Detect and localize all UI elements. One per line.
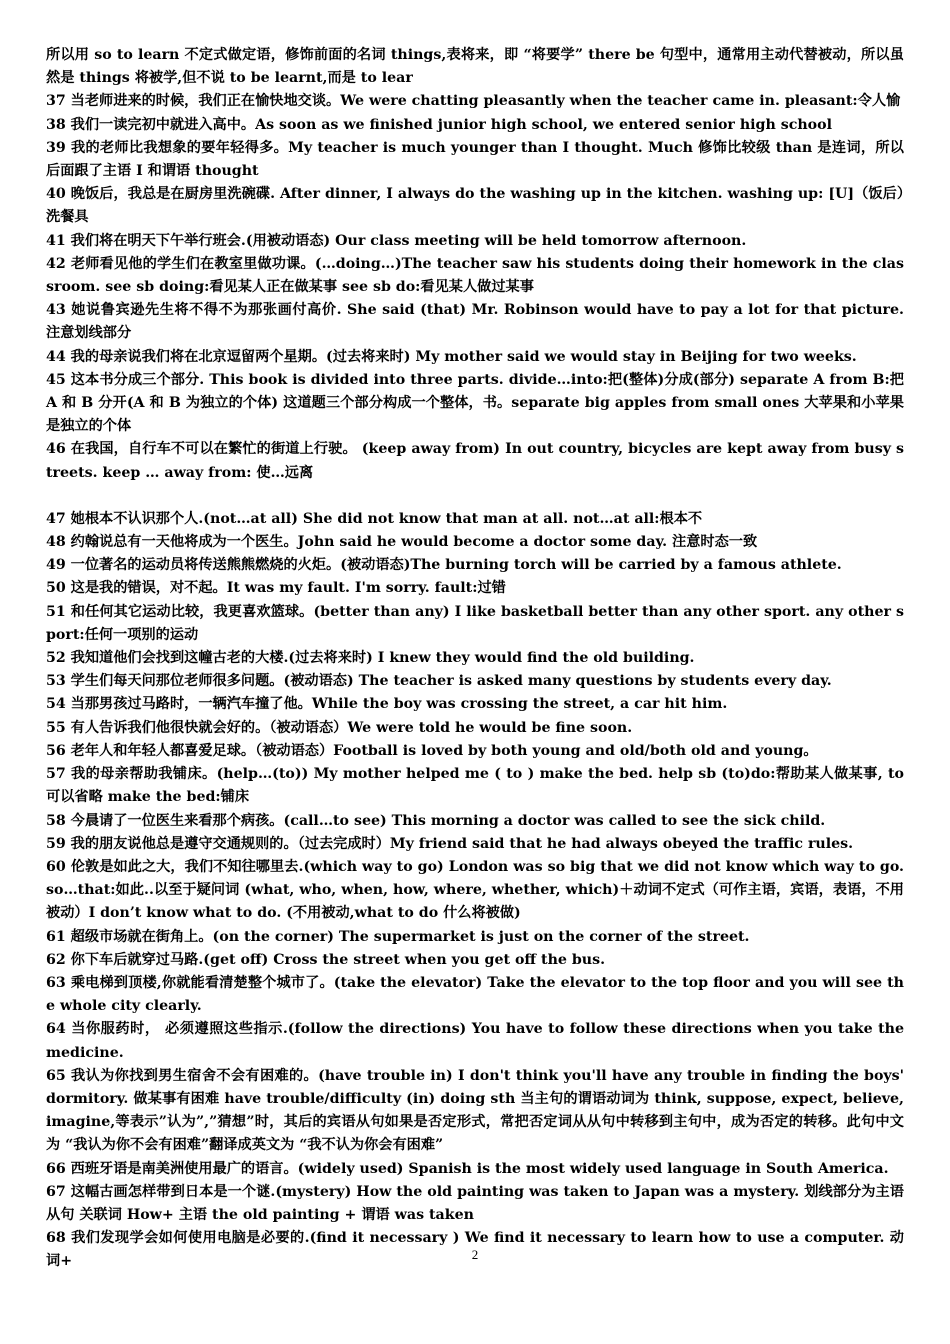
blank-line	[46, 485, 904, 508]
text-paragraph: 65 我认为你找到男生宿舍不会有困难的。(have trouble in) I don't think you'll have any trouble in finding the boys' dormitory. 做某事有困难 have trouble/difficulty (in) doing sth 当主句的谓语动词为 think, suppose, expect, believe, imagine,等表示”认为”,”猜想”时，其后的宾语从句如果是否定形式，常把否定词从从句中转移到主句中，成为否定的转移。此句中文为 “我认为你不会有困难”翻译成英文为 “我不认为你会有困难”	[46, 1067, 904, 1154]
text-paragraph: 54 当那男孩过马路时，一辆汽车撞了他。While the boy was crossing the street, a car hit him.	[46, 696, 728, 713]
text-paragraph: 44 我的母亲说我们将在北京逗留两个星期。(过去将来时) My mother said we would stay in Beijing for two weeks.	[46, 348, 857, 365]
text-paragraph: 49 一位著名的运动员将传送熊熊燃烧的火炬。(被动语态)The burning torch will be carried by a famous athlete.	[46, 557, 842, 574]
text-paragraph: 63 乘电梯到顶楼,你就能看清楚整个城市了。(take the elevator) Take the elevator to the top floor and you will see the whole city clearly.	[46, 974, 904, 1015]
text-paragraph: 38 我们一读完初中就进入高中。As soon as we finished junior high school, we entered senior high school	[46, 116, 832, 133]
text-paragraph: 59 我的朋友说他总是遵守交通规则的。（过去完成时）My friend said that he had always obeyed the traffic rules.	[46, 835, 854, 852]
text-paragraph: 46 在我国，自行车不可以在繁忙的街道上行驶。 (keep away from) In out country, bicycles are kept away from busy streets. keep … away from: 使…远离	[46, 441, 904, 481]
text-paragraph: 43 她说鲁宾逊先生将不得不为那张画付高价. She said (that) Mr. Robinson would have to pay a lot for that picture. 注意划线部分	[46, 302, 904, 342]
text-paragraph: 48 约翰说总有一天他将成为一个医生。John said he would become a doctor some day. 注意时态一致	[46, 534, 758, 551]
text-paragraph: 37 当老师进来的时候，我们正在愉快地交谈。We were chatting pleasantly when the teacher came in. pleasant:令人愉	[46, 93, 901, 110]
text-paragraph: 50 这是我的错误，对不起。It was my fault. I'm sorry. fault:过错	[46, 580, 506, 597]
text-paragraph: 60 伦敦是如此之大，我们不知往哪里去.(which way to go) London was so big that we did not know which way to go. so…that:如此..以至于疑问词 (what, who, when, how, where, whether, which)＋动词不定式（可作主语，宾语，表语，不用被动）I don’t know what to do. (不用被动,what to do 什么将被做)	[46, 858, 904, 922]
text-paragraph: 45 这本书分成三个部分. This book is divided into three parts. divide…into:把(整体)分成(部分) separate A from B:把 A 和 B 分开(A 和 B 为独立的个体) 这道题三个部分构成一个整体，书。separate big apples from small ones 大苹果和小苹果是独立的个体	[46, 371, 904, 435]
text-paragraph: 47 她根本不认识那个人.(not…at all) She did not know that man at all. not…at all:根本不	[46, 510, 703, 527]
text-paragraph: 所以用 so to learn 不定式做定语，修饰前面的名词 things,表将来，即 “将要学” there be 句型中，通常用主动代替被动，所以虽然是 things 将被学,但不说 to be learnt,而是 to lear	[46, 47, 904, 87]
text-paragraph: 51 和任何其它运动比较，我更喜欢篮球。(better than any) I like basketball better than any other sport. any other sport:任何一项别的运动	[46, 603, 904, 643]
text-paragraph: 41 我们将在明天下午举行班会.(用被动语态) Our class meeting will be held tomorrow afternoon.	[46, 232, 747, 249]
text-paragraph: 61 超级市场就在街角上。(on the corner) The supermarket is just on the corner of the street.	[46, 928, 750, 945]
text-paragraph: 68 我们发现学会如何使用电脑是必要的.(find it necessary ) We find it necessary to learn how to use a computer. 动词+	[46, 1230, 904, 1270]
text-paragraph: 58 今晨请了一位医生来看那个病孩。(call…to see) This morning a doctor was called to see the sick child.	[46, 812, 826, 829]
text-paragraph: 52 我知道他们会找到这幢古老的大楼.(过去将来时) I knew they would find the old building.	[46, 650, 695, 667]
page-number: 2	[471, 1247, 479, 1262]
text-paragraph: 67 这幅古画怎样带到日本是一个谜.(mystery) How the old painting was taken to Japan was a mystery. 划线部分为主语从句 关联词 How+ 主语 the old painting + 谓语 was taken	[46, 1183, 904, 1223]
text-paragraph: 40 晚饭后，我总是在厨房里洗碗碟. After dinner, I always do the washing up in the kitchen. washing up: [U]（饭后）洗餐具	[46, 186, 904, 226]
text-paragraph: 39 我的老师比我想象的要年轻得多。My teacher is much younger than I thought. Much 修饰比较级 than 是连词，所以后面跟了主语 I 和谓语 thought	[46, 139, 904, 180]
text-paragraph: 64 当你服药时， 必须遵照这些指示.(follow the directions) You have to follow these directions when you take the medicine.	[46, 1021, 904, 1061]
text-paragraph: 55 有人告诉我们他很快就会好的。（被动语态）We were told he would be fine soon.	[46, 719, 633, 736]
text-paragraph: 57 我的母亲帮助我铺床。(help…(to)) My mother helped me ( to ) make the bed. help sb (to)do:帮助某人做某事, to 可以省略 make the bed:铺床	[46, 766, 904, 806]
text-paragraph: 42 老师看见他的学生们在教室里做功课。(…doing…)The teacher saw his students doing their homework in the classroom. see sb doing:看见某人正在做某事 see sb do:看见某人做过某事	[46, 255, 904, 296]
content-top	[46, 44, 904, 485]
text-paragraph: 66 西班牙语是南美洲使用最广的语言。(widely used) Spanish is the most widely used language in South America.	[46, 1160, 889, 1177]
content-bottom	[46, 508, 904, 1274]
text-paragraph: 53 学生们每天问那位老师很多问题。(被动语态) The teacher is asked many questions by students every day.	[46, 673, 832, 690]
text-paragraph: 62 你下车后就穿过马路.(get off) Cross the street when you get off the bus.	[46, 951, 606, 968]
text-paragraph: 56 老年人和年轻人都喜爱足球。（被动语态）Football is loved by both young and old/both old and young。	[46, 742, 818, 759]
